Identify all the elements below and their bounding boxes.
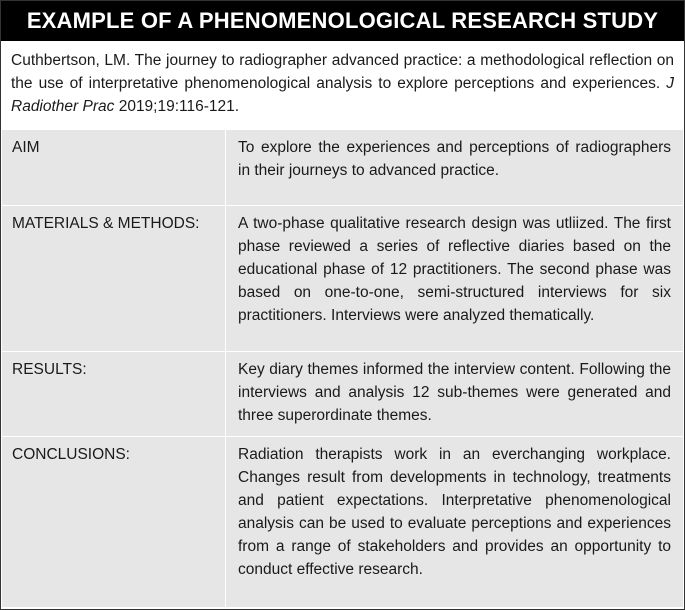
citation-volume: 2019;19:116-121. <box>114 98 240 115</box>
row-text: Key diary themes informed the interview content. Following the interviews and analysis 12 sub-themes were generated and three superordinate themes. <box>226 352 684 437</box>
citation-journal: J Radiother Prac <box>11 75 674 115</box>
table-row-aim <box>2 130 684 206</box>
row-label: AIM <box>2 130 226 206</box>
row-text: Radiation therapists work in an everchanging workplace. Changes result from developments in technology, treatments and patient expectations. Interpretative phenomenological analysis can be used to evaluate perceptions and experiences from a range of stakeholders and provides an opportunity to conduct effective research. <box>226 437 684 608</box>
page-title: EXAMPLE OF A PHENOMENOLOGICAL RESEARCH STUDY <box>1 1 684 41</box>
row-text: To explore the experiences and perceptions of radiographers in their journeys to advanced practice. <box>226 130 684 206</box>
row-text: A two-phase qualitative research design was utliized. The first phase reviewed a series of reflective diaries based on the educational phase of 12 practitioners. The second phase was based on one-to-one, semi-structured interviews for six practitioners. Interviews were analyzed thematically. <box>226 206 684 352</box>
row-label: CONCLUSIONS: <box>2 437 226 608</box>
table-row-results <box>2 352 684 437</box>
table-row-materials-methods <box>2 206 684 352</box>
row-label: MATERIALS & METHODS: <box>2 206 226 352</box>
table-row-conclusions <box>2 437 684 608</box>
row-label: RESULTS: <box>2 352 226 437</box>
study-table <box>1 129 684 608</box>
citation-text: Cuthbertson, LM. The journey to radiographer advanced practice: a methodological reflection on the use of interpretative phenomenological analysis to explore perceptions and experiences. <box>11 52 674 92</box>
citation <box>1 41 684 129</box>
